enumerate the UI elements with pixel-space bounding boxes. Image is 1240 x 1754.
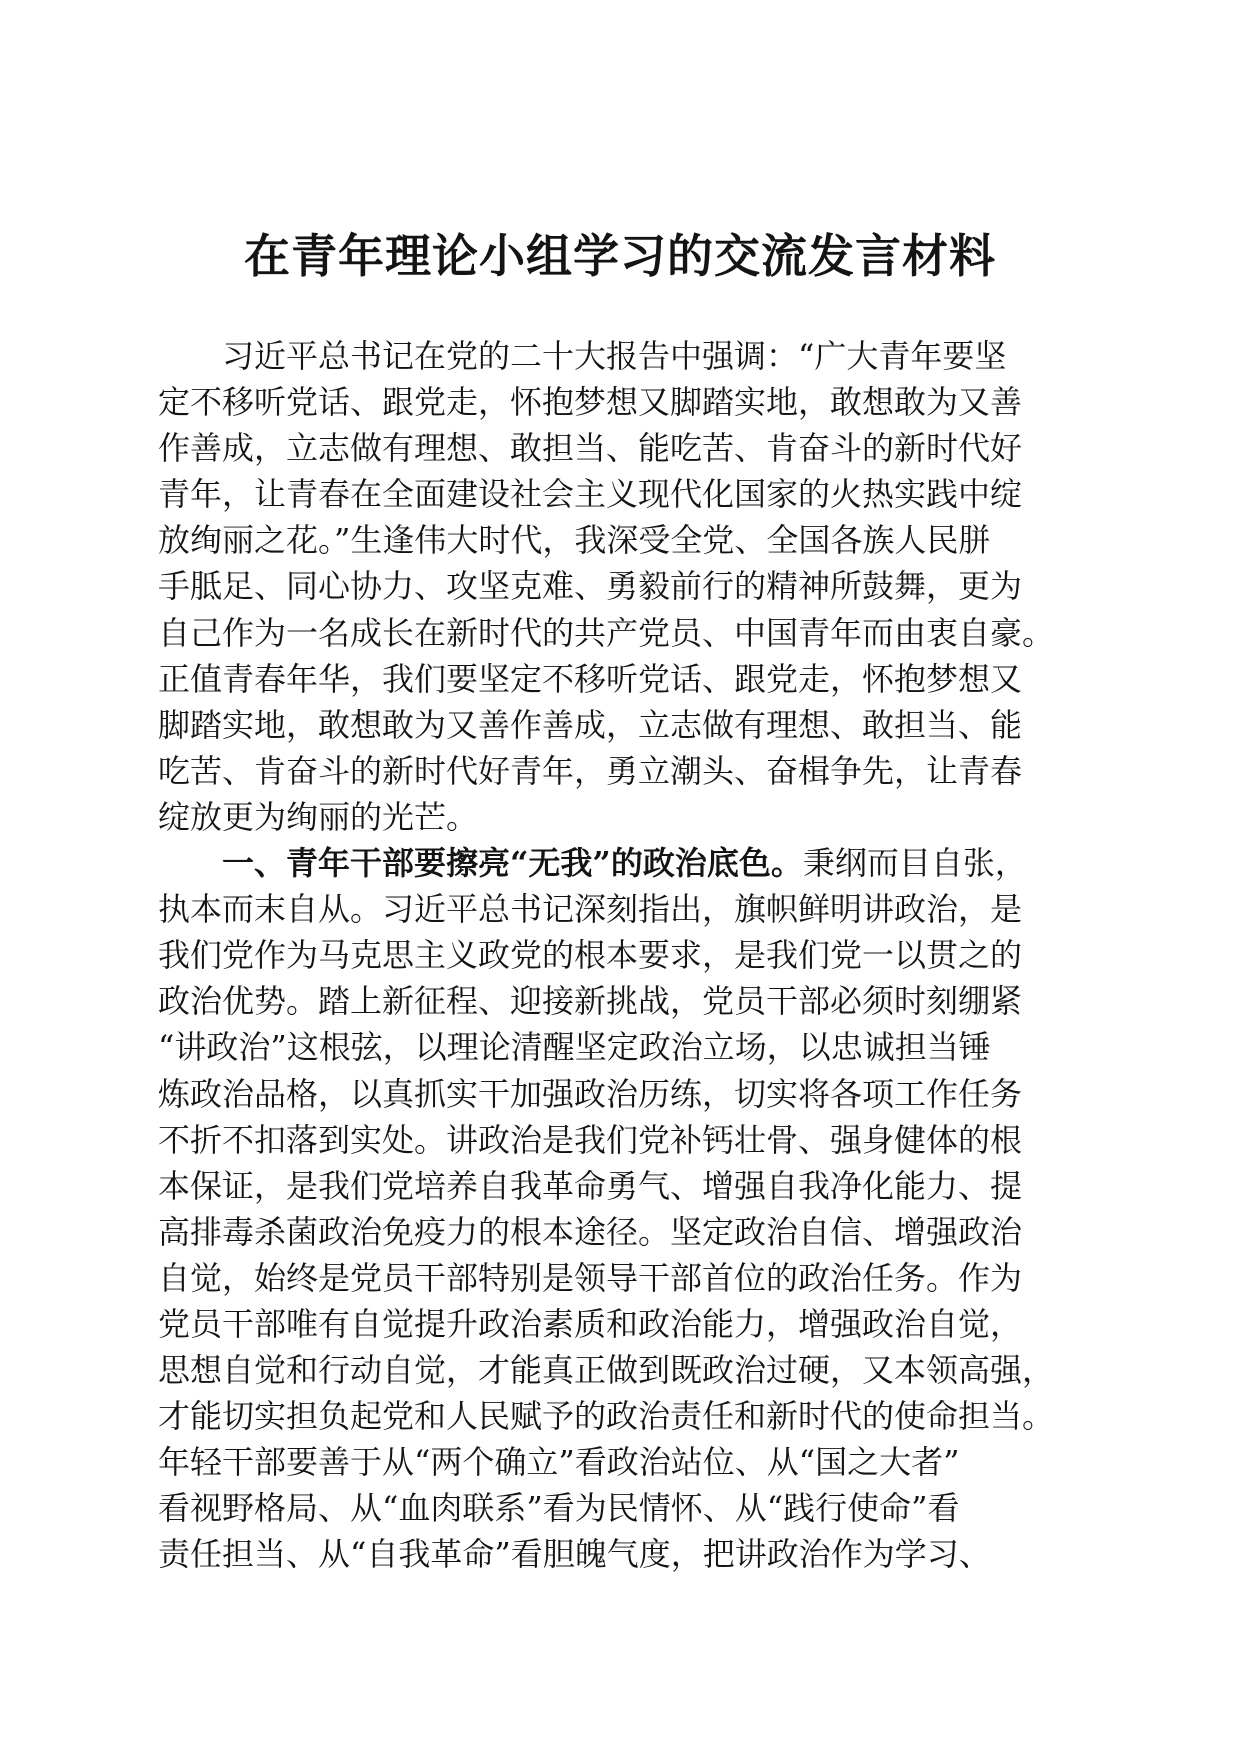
- text-line: 政治优势。踏上新征程、迎接新挑战，党员干部必须时刻绷紧: [158, 982, 1023, 1021]
- document-title: 在青年理论小组学习的交流发言材料: [244, 229, 996, 283]
- text-line: 习近平总书记在党的二十大报告中强调：“广大青年要坚: [222, 337, 1007, 375]
- section-heading: 一、青年干部要擦亮“无我”的政治底色。: [222, 844, 803, 883]
- text-line: 作善成，立志做有理想、敢担当、能吃苦、肯奋斗的新时代好: [158, 429, 1023, 468]
- section-heading-line: [158, 840, 1094, 886]
- text-line: 看视野格局、从“血肉联系”看为民情怀、从“践行使命”看: [158, 1489, 960, 1528]
- text-line: 青年，让青春在全面建设社会主义现代化国家的火热实践中绽: [158, 475, 1023, 514]
- text-line: “讲政治”这根弦，以理论清醒坚定政治立场，以忠诚担当锤: [158, 1028, 991, 1067]
- text-line: 吃苦、肯奋斗的新时代好青年，勇立潮头、奋楫争先，让青春: [158, 751, 1023, 790]
- text-line: 炼政治品格，以真抓实干加强政治历练，切实将各项工作任务: [158, 1074, 1023, 1113]
- text-line: 才能切实担负起党和人民赋予的政治责任和新时代的使命担当。: [158, 1397, 1055, 1436]
- text-line: 本保证，是我们党培养自我革命勇气、增强自我净化能力、提: [158, 1166, 1023, 1205]
- text-line: 执本而末自从。习近平总书记深刻指出，旗帜鲜明讲政治，是: [158, 890, 1023, 929]
- text-line: 正值青春年华，我们要坚定不移听党话、跟党走，怀抱梦想又: [158, 659, 1023, 698]
- text-line: 高排毒杀菌政治免疫力的根本途径。坚定政治自信、增强政治: [158, 1212, 1023, 1251]
- text-line: 思想自觉和行动自觉，才能真正做到既政治过硬，又本领高强，: [158, 1351, 1055, 1390]
- document-body: [158, 333, 1094, 1578]
- section-lead-text: 秉纲而目自张，: [802, 844, 1027, 883]
- text-line: 年轻干部要善于从“两个确立”看政治站位、从“国之大者”: [158, 1443, 960, 1482]
- text-line: 定不移听党话、跟党走，怀抱梦想又脚踏实地，敢想敢为又善: [158, 383, 1023, 422]
- text-line: 我们党作为马克思主义政党的根本要求，是我们党一以贯之的: [158, 936, 1023, 975]
- text-line: 党员干部唯有自觉提升政治素质和政治能力，增强政治自觉，: [158, 1304, 1023, 1343]
- text-line: 不折不扣落到实处。讲政治是我们党补钙壮骨、强身健体的根: [158, 1120, 1023, 1159]
- text-line: 责任担当、从“自我革命”看胆魄气度，把讲政治作为学习、: [158, 1535, 991, 1574]
- text-line: 放绚丽之花。”生逢伟大时代，我深受全党、全国各族人民胼: [158, 521, 991, 560]
- text-line: 自觉，始终是党员干部特别是领导干部首位的政治任务。作为: [158, 1258, 1023, 1297]
- text-line: 绽放更为绚丽的光芒。: [158, 797, 479, 836]
- text-line: 手胝足、同心协力、攻坚克难、勇毅前行的精神所鼓舞，更为: [158, 567, 1023, 606]
- text-line: 自己作为一名成长在新时代的共产党员、中国青年而由衷自豪。: [158, 613, 1055, 652]
- text-line: 脚踏实地，敢想敢为又善作善成，立志做有理想、敢担当、能: [158, 705, 1023, 744]
